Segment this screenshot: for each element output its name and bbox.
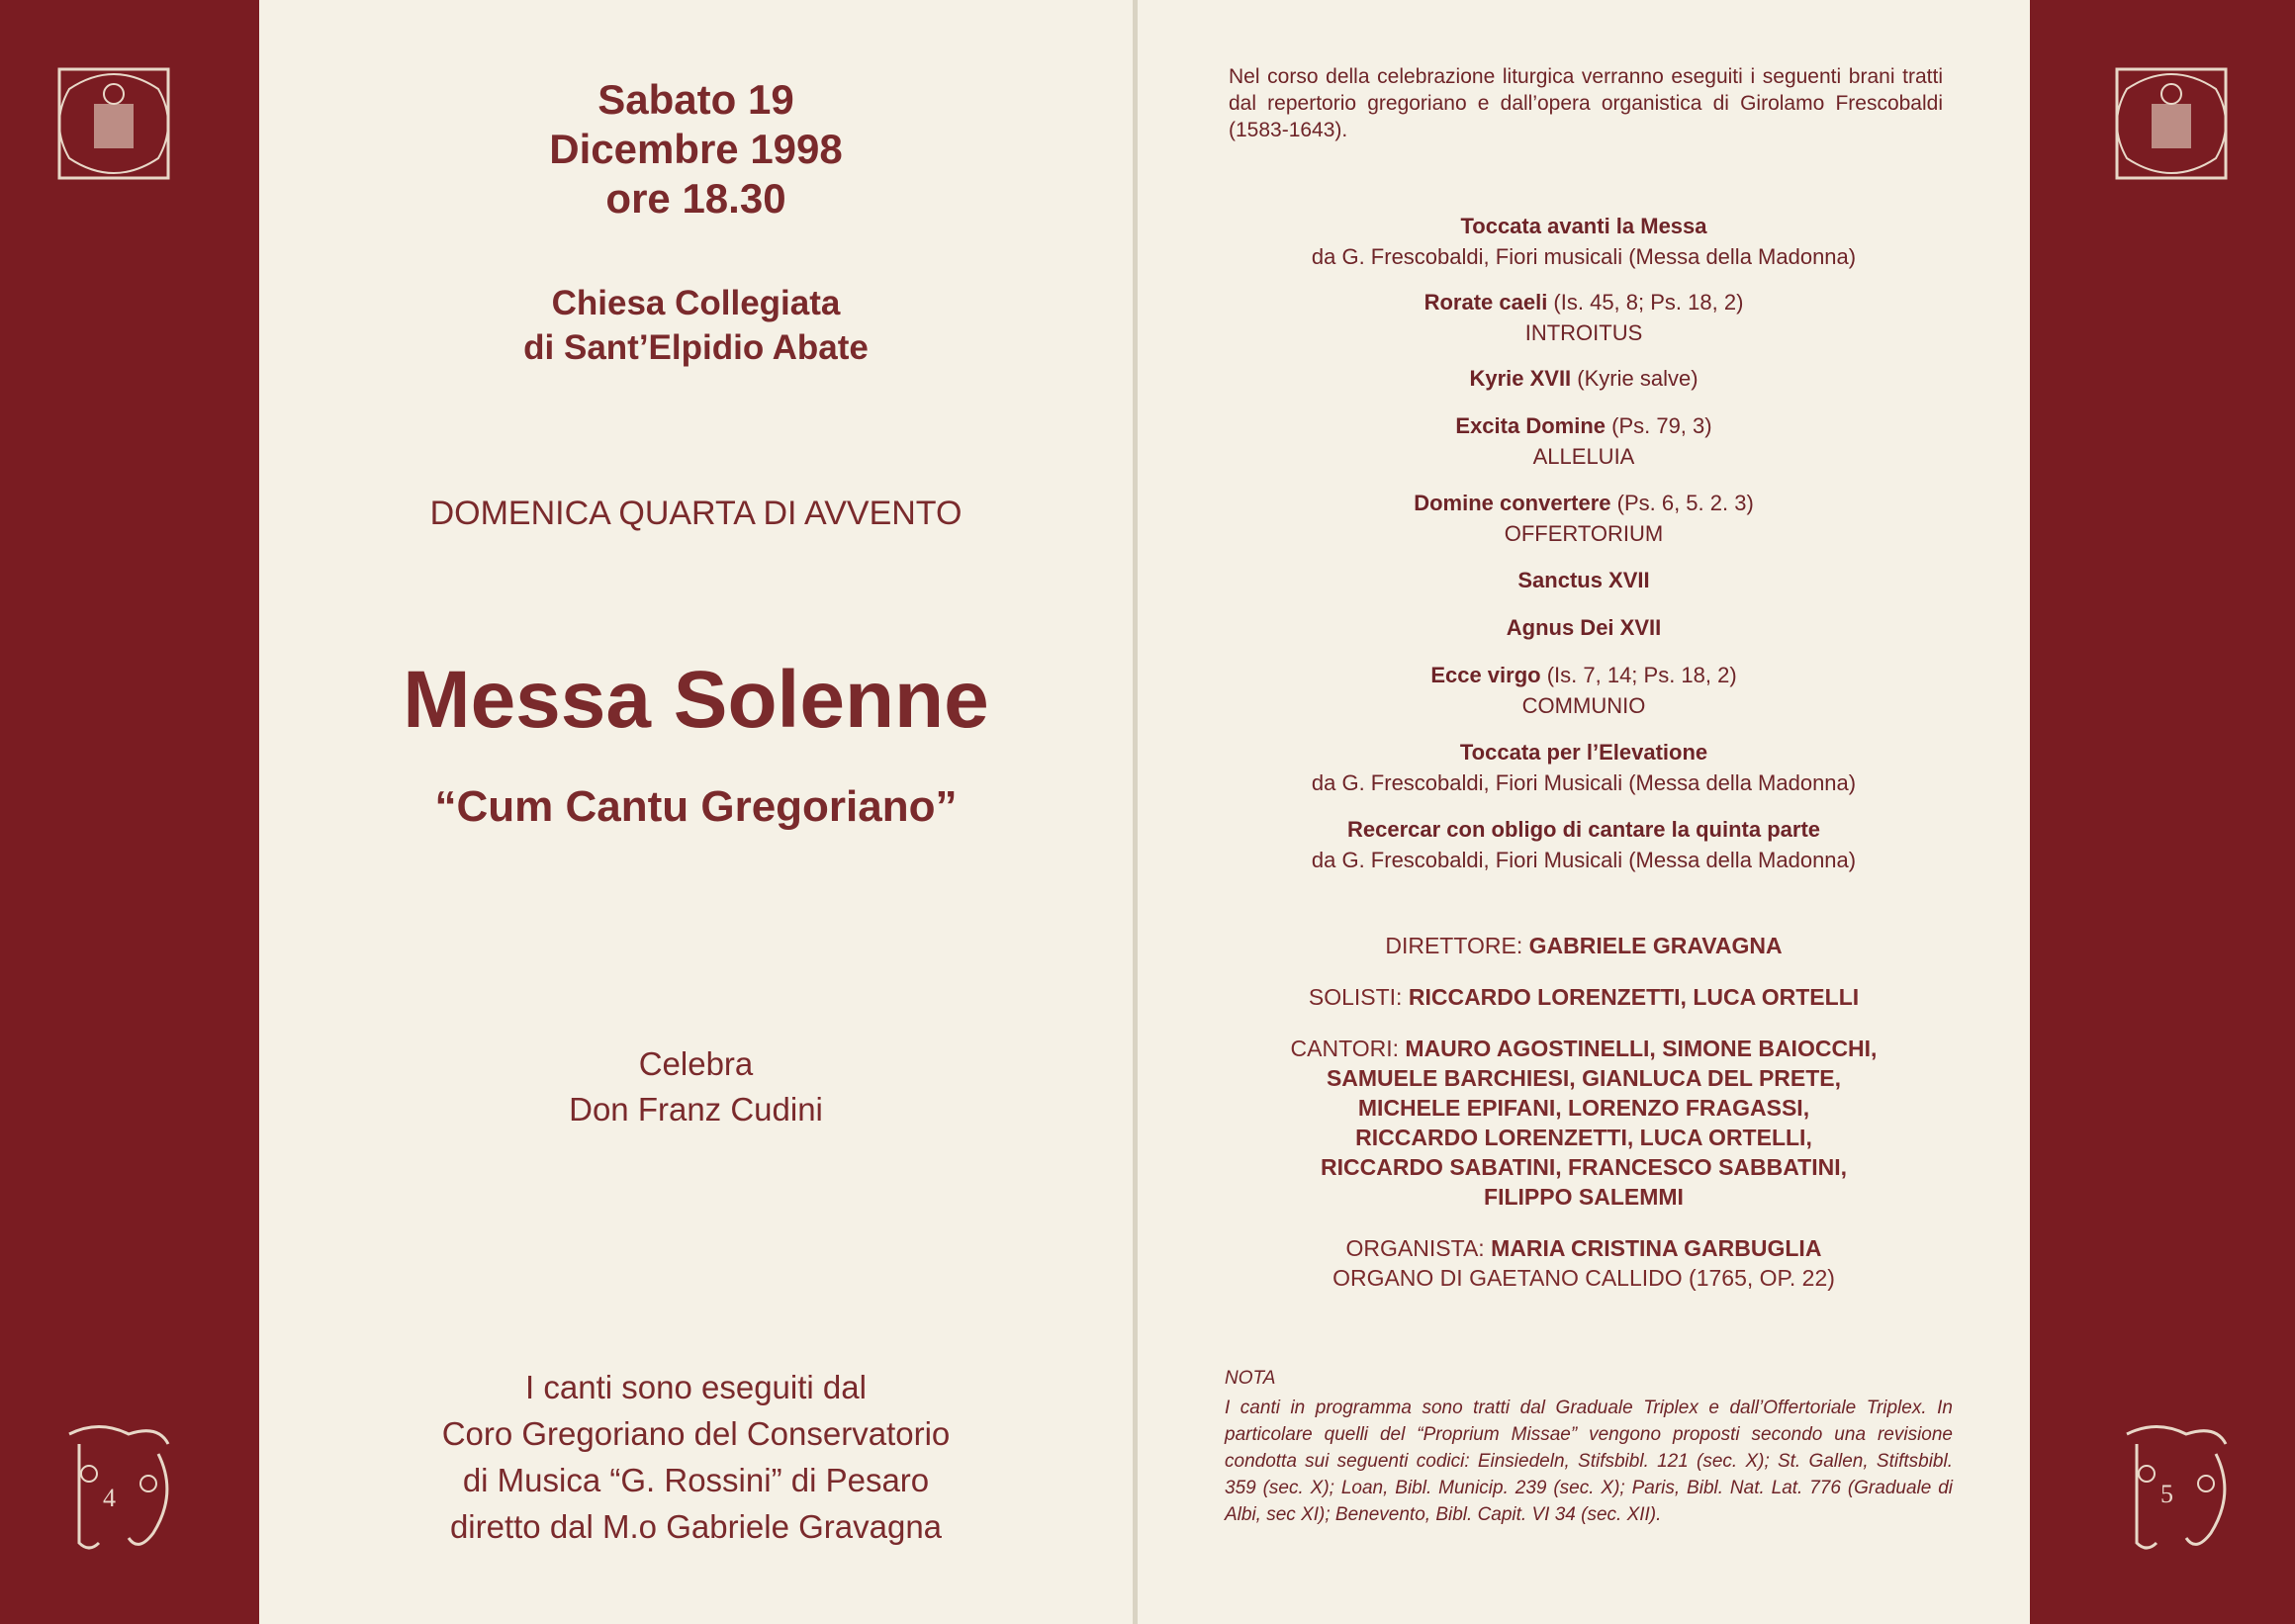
cantori-names-1: MAURO AGOSTINELLI, SIMONE BAIOCCHI, <box>1405 1036 1878 1061</box>
program-item-subtitle: COMMUNIO <box>1521 693 1646 718</box>
cantori-line-5: RICCARDO SABATINI, FRANCESCO SABBATINI, <box>1321 1154 1847 1180</box>
cantori-line-1 <box>1138 1034 2030 1063</box>
cantori-line-6: FILIPPO SALEMMI <box>1484 1184 1684 1210</box>
solisti-line <box>1138 982 2030 1012</box>
time: ore 18.30 <box>605 175 786 222</box>
program-item-subtitle: da G. Frescobaldi, Fiori Musicali (Messa della Madonna) <box>1311 770 1857 795</box>
program-item-subtitle: da G. Frescobaldi, Fiori musicali (Messa della Madonna) <box>1311 244 1857 269</box>
program-item <box>1138 737 2030 798</box>
direttore-label: DIRETTORE: <box>1385 933 1523 958</box>
cantori-line-2: SAMUELE BARCHIESI, GIANLUCA DEL PRETE, <box>1326 1065 1842 1091</box>
program-item <box>1138 363 2030 394</box>
program-item-reference: (Is. 7, 14; Ps. 18, 2) <box>1540 663 1737 687</box>
program-item <box>1138 287 2030 348</box>
page-number-left: 4 <box>103 1484 116 1512</box>
right-page <box>1138 0 2030 1624</box>
celebrant-name: Don Franz Cudini <box>569 1091 823 1128</box>
cantori-line-4: RICCARDO LORENZETTI, LUCA ORTELLI, <box>1355 1125 1812 1150</box>
date-line-2: Dicembre 1998 <box>549 126 843 172</box>
program-item <box>1138 565 2030 595</box>
program-item <box>1138 410 2030 472</box>
program-item-title: Sanctus XVII <box>1517 568 1650 592</box>
program-item-subtitle: ALLELUIA <box>1532 444 1635 469</box>
program-item-title: Toccata avanti la Messa <box>1460 214 1707 238</box>
program-item-reference: (Ps. 79, 3) <box>1606 413 1712 438</box>
solisti-names: RICCARDO LORENZETTI, LUCA ORTELLI <box>1408 984 1860 1010</box>
choir-line-4: diretto dal M.o Gabriele Gravagna <box>449 1508 943 1545</box>
illuminated-initial-icon <box>40 49 188 198</box>
program-item-reference: (Kyrie salve) <box>1571 366 1698 391</box>
right-border-band <box>2030 0 2295 1624</box>
direttore-name: GABRIELE GRAVAGNA <box>1528 933 1783 958</box>
nota-label: NOTA <box>1225 1368 1276 1389</box>
organista-line <box>1138 1233 2030 1263</box>
program-item <box>1138 612 2030 643</box>
program-item-title: Ecce virgo <box>1430 663 1541 687</box>
nota-text: I canti in programma sono tratti dal Graduale Triplex e dall’Offertoriale Triplex. In particolare quelli del “Proprium Missae” vengono proposti secondo una revisione condotta sui seguenti codici: Einsiedeln, Stifsbibl. 121 (sec. X); St. Gallen, Stiftsbibl. 359 (sec. X); Loan, Bibl. Municip. 239 (sec. X); Paris, Bibl. Nat. Lat. 776 (Graduale di Albi, sec XI); Benevento, Bibl. Capit. VI 34 (sec. XII). <box>1225 1398 1953 1525</box>
date-line-1: Sabato 19 <box>597 76 794 123</box>
program-item-title: Agnus Dei XVII <box>1506 615 1662 640</box>
choir-line-3: di Musica “G. Rossini” di Pesaro <box>462 1462 930 1498</box>
celebrant-label: Celebra <box>638 1045 754 1082</box>
cantori-label: CANTORI: <box>1290 1036 1400 1061</box>
program-item <box>1138 814 2030 875</box>
program-item-reference: (Ps. 6, 5. 2. 3) <box>1610 491 1754 515</box>
program-item-title: Domine convertere <box>1414 491 1611 515</box>
organista-name: MARIA CRISTINA GARBUGLIA <box>1491 1235 1822 1261</box>
church-line-1: Chiesa Collegiata <box>551 284 841 322</box>
organista-label: ORGANISTA: <box>1345 1235 1485 1261</box>
left-page <box>259 0 1133 1624</box>
program-item-title: Recercar con obligo di cantare la quinta parte <box>1346 817 1821 842</box>
occasion: DOMENICA QUARTA DI AVVENTO <box>429 495 963 532</box>
organo-line: ORGANO DI GAETANO CALLIDO (1765, OP. 22) <box>1332 1265 1835 1291</box>
program-item-subtitle: INTROITUS <box>1524 320 1643 345</box>
program-item <box>1138 488 2030 549</box>
subtitle: “Cum Cantu Gregoriano” <box>434 782 958 831</box>
program-item-title: Toccata per l’Elevatione <box>1459 740 1708 765</box>
program-item-subtitle: da G. Frescobaldi, Fiori Musicali (Messa della Madonna) <box>1311 848 1857 872</box>
choir-line-2: Coro Gregoriano del Conservatorio <box>441 1415 951 1452</box>
page-title: Messa Solenne <box>403 655 989 745</box>
program-item-reference: (Is. 45, 8; Ps. 18, 2) <box>1547 290 1744 315</box>
program-item-title: Kyrie XVII <box>1469 366 1572 391</box>
solisti-label: SOLISTI: <box>1308 984 1403 1010</box>
church-line-2: di Sant’Elpidio Abate <box>523 328 869 367</box>
illuminated-initial-icon <box>2097 49 2246 198</box>
program-item <box>1138 660 2030 721</box>
left-border-band <box>0 0 259 1624</box>
intro-paragraph: Nel corso della celebrazione liturgica verranno eseguiti i seguenti brani tratti dal repertorio gregoriano e dall’opera organistica di Girolamo Frescobaldi (1583-1643). <box>1229 65 1943 141</box>
direttore-line <box>1138 931 2030 960</box>
program-item <box>1138 211 2030 272</box>
page-number-right: 5 <box>2160 1480 2173 1508</box>
choir-line-1: I canti sono eseguiti dal <box>525 1369 867 1405</box>
cantori-line-3: MICHELE EPIFANI, LORENZO FRAGASSI, <box>1357 1095 1810 1121</box>
program-item-subtitle: OFFERTORIUM <box>1504 521 1664 546</box>
program-item-title: Rorate caeli <box>1423 290 1548 315</box>
program-item-title: Excita Domine <box>1455 413 1606 438</box>
